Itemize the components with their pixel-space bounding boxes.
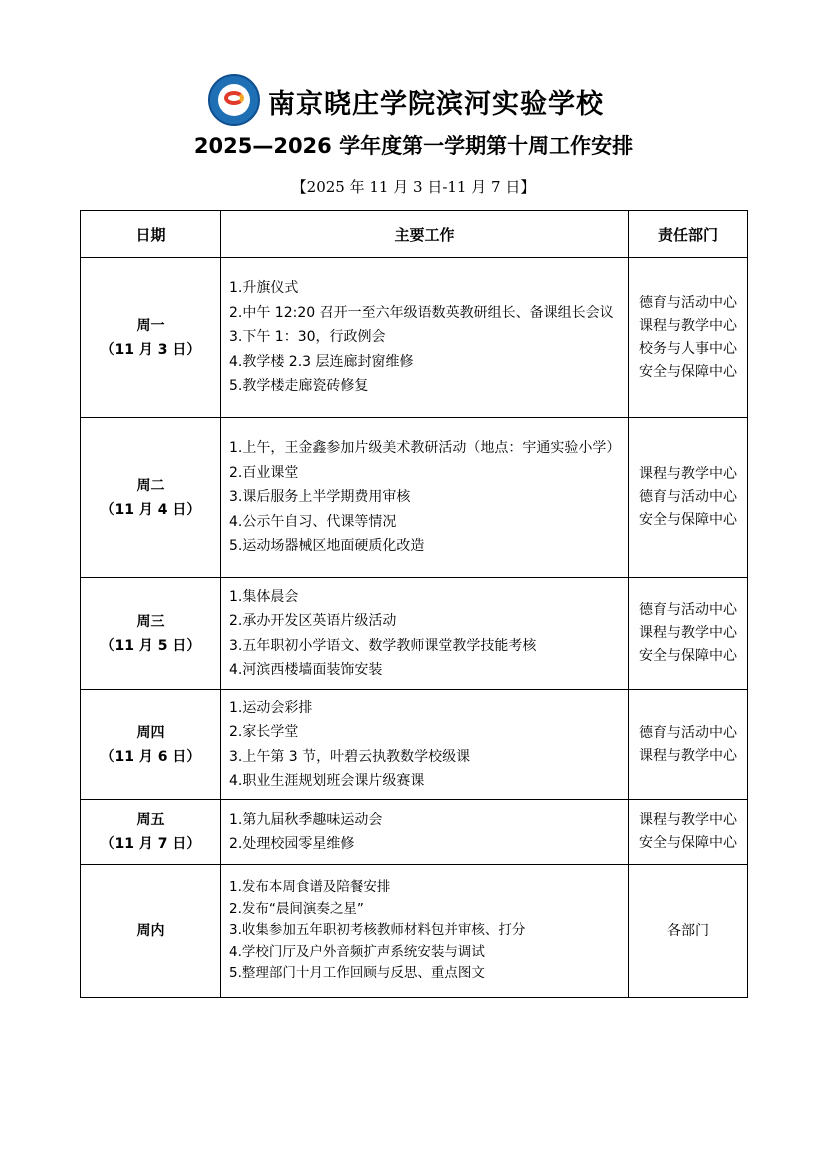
work-item: 4.公示午自习、代课等情况 — [229, 513, 397, 530]
work-item: 1.发布本周食谱及陪餐安排 — [229, 879, 391, 896]
table-row — [81, 800, 748, 865]
dept-item: 德育与活动中心 — [639, 294, 737, 311]
work-item: 3.收集参加五年职初考核教师材料包并审核、打分 — [229, 922, 526, 939]
day-cell — [81, 258, 221, 418]
work-item: 4.学校门厅及户外音频扩声系统安装与调试 — [229, 943, 485, 960]
work-cell — [221, 578, 629, 690]
work-item: 5.整理部门十月工作回顾与反思、重点图文 — [229, 965, 485, 982]
work-item: 2.中午 12:20 召开一至六年级语数英教研组长、备课组长会议 — [229, 304, 614, 321]
work-cell — [221, 865, 629, 998]
header-work: 主要工作 — [221, 211, 629, 258]
work-item: 3.下午 1：30，行政例会 — [229, 329, 386, 346]
dept-item: 安全与保障中心 — [639, 648, 737, 664]
weekday: 周三 — [136, 613, 165, 630]
dept-item: 课程与教学中心 — [639, 317, 737, 334]
schedule-table — [80, 210, 748, 998]
day-cell — [81, 690, 221, 800]
dept-item: 安全与保障中心 — [639, 512, 737, 528]
dept-item: 安全与保障中心 — [639, 363, 737, 380]
date: （11 月 6 日） — [100, 748, 201, 765]
work-item: 1.第九届秋季趣味运动会 — [229, 811, 383, 828]
work-item: 3.上午第 3 节，叶碧云执教数学校级课 — [229, 748, 471, 765]
work-item: 1.上午，王金鑫参加片级美术教研活动（地点：宇通实验小学） — [229, 440, 621, 457]
header-dept: 责任部门 — [629, 211, 748, 258]
dept-cell — [629, 865, 748, 998]
table-row — [81, 418, 748, 578]
day-cell — [81, 578, 221, 690]
weekday: 周内 — [136, 923, 165, 939]
dept-item: 各部门 — [667, 922, 709, 939]
dept-cell — [629, 578, 748, 690]
school-name: 南京晓庄学院滨河实验学校 — [268, 89, 604, 120]
work-item: 1.运动会彩排 — [229, 699, 313, 716]
date: （11 月 4 日） — [100, 501, 201, 518]
work-item: 2.家长学堂 — [229, 724, 299, 740]
dept-cell — [629, 800, 748, 865]
work-item: 2.处理校园零星维修 — [229, 836, 355, 852]
work-item: 3.课后服务上半学期费用审核 — [229, 489, 411, 506]
work-cell — [221, 800, 629, 865]
weekday: 周一 — [136, 317, 165, 334]
table-row — [81, 578, 748, 690]
date: （11 月 5 日） — [100, 637, 201, 654]
work-item: 1.升旗仪式 — [229, 280, 299, 297]
dept-item: 课程与教学中心 — [639, 466, 737, 482]
table-row — [81, 690, 748, 800]
header-date: 日期 — [81, 211, 221, 258]
work-item: 2.承办开发区英语片级活动 — [229, 613, 397, 629]
date: （11 月 3 日） — [100, 341, 201, 358]
day-cell — [81, 418, 221, 578]
dept-item: 德育与活动中心 — [639, 602, 737, 618]
work-item: 2.百业课堂 — [229, 464, 299, 481]
date-range: 【2025 年 11 月 3 日-11 月 7 日】 — [291, 178, 536, 196]
work-item: 4.河滨西楼墙面装饰安装 — [229, 662, 383, 678]
document-title: 2025—2026 学年度第一学期第十周工作安排 — [193, 134, 634, 158]
weekday: 周四 — [136, 724, 165, 741]
work-item: 1.集体晨会 — [229, 588, 299, 605]
work-item: 4.职业生涯规划班会课片级赛课 — [229, 773, 425, 789]
work-cell — [221, 258, 629, 418]
dept-item: 安全与保障中心 — [639, 835, 737, 851]
date: （11 月 7 日） — [100, 836, 201, 852]
table-row — [81, 865, 748, 998]
day-cell — [81, 800, 221, 865]
dept-item: 校务与人事中心 — [639, 340, 737, 357]
work-item: 3.五年职初小学语文、数学教师课堂教学技能考核 — [229, 637, 537, 654]
dept-cell — [629, 418, 748, 578]
weekday: 周五 — [136, 812, 165, 828]
dept-cell — [629, 258, 748, 418]
work-cell — [221, 690, 629, 800]
dept-item: 课程与教学中心 — [639, 747, 737, 764]
weekday: 周二 — [136, 477, 165, 494]
work-item: 2.发布“晨间演奏之星” — [229, 900, 364, 917]
work-item: 5.教学楼走廊瓷砖修复 — [229, 378, 369, 395]
dept-item: 德育与活动中心 — [639, 489, 737, 505]
table-row — [81, 258, 748, 418]
work-item: 4.教学楼 2.3 层连廊封窗维修 — [229, 353, 414, 370]
dept-item: 课程与教学中心 — [639, 812, 737, 828]
work-cell — [221, 418, 629, 578]
work-item: 5.运动场器械区地面硬质化改造 — [229, 538, 425, 555]
school-logo — [208, 74, 260, 126]
dept-item: 德育与活动中心 — [639, 724, 737, 741]
day-cell — [81, 865, 221, 998]
dept-cell — [629, 690, 748, 800]
dept-item: 课程与教学中心 — [639, 625, 737, 641]
